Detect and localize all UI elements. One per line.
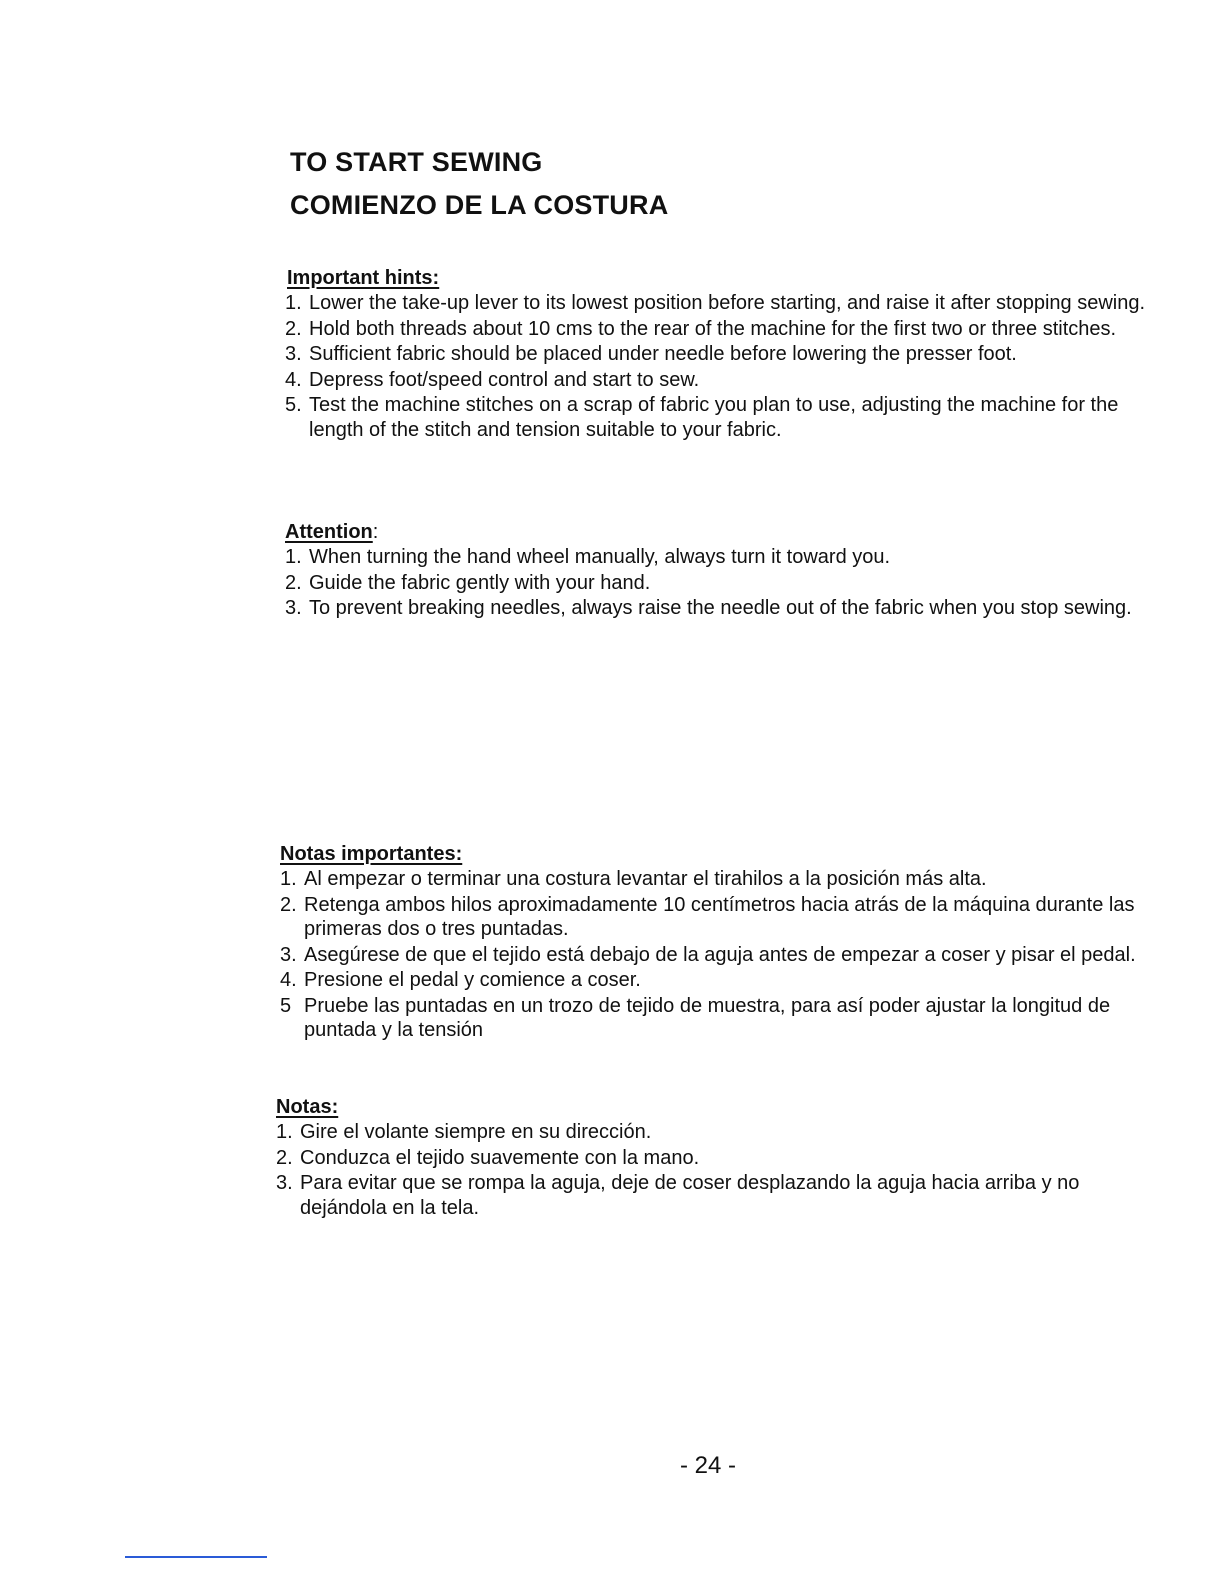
list-item	[285, 291, 1167, 316]
list-item	[285, 317, 1167, 342]
notas-importantes-list	[280, 867, 1160, 1043]
attention-section	[285, 520, 1165, 622]
list-item	[276, 1171, 1156, 1220]
list-item-number: 3.	[276, 1172, 293, 1194]
list-item-number: 5.	[285, 394, 302, 416]
attention-heading-label: Attention	[285, 521, 373, 543]
list-item-text: Depress foot/speed control and start to sew.	[309, 368, 700, 391]
list-item-number: 5	[280, 994, 292, 1017]
important-hints-heading: Important hints:	[287, 267, 440, 289]
bottom-divider	[125, 1556, 267, 1558]
attention-heading-colon: :	[372, 521, 379, 543]
attention-heading	[285, 520, 1165, 544]
list-item-text: Lower the take-up lever to its lowest position before starting, and raise it after stopping sewing.	[309, 292, 1146, 314]
list-item-text: Asegúrese de que el tejido está debajo de la aguja antes de empezar a coser y pisar el pedal.	[304, 943, 1136, 966]
list-item-text: Para evitar que se rompa la aguja, deje de coser desplazando la aguja hacia arriba y no dejándola en la tela.	[300, 1172, 1080, 1219]
list-item	[280, 867, 1160, 892]
important-hints-list	[285, 291, 1167, 442]
list-item-text: To prevent breaking needles, always raise the needle out of the fabric when you stop sewing.	[309, 597, 1132, 619]
list-item-text: Retenga ambos hilos aproximadamente 10 centímetros hacia atrás de la máquina durante las primeras dos o tres puntadas.	[304, 893, 1135, 940]
list-item	[285, 368, 1167, 393]
list-item-number: 2.	[285, 571, 302, 594]
important-hints-section	[287, 266, 1167, 443]
list-item	[280, 994, 1160, 1043]
page-number: - 24 -	[679, 1452, 736, 1479]
list-item-number: 3.	[285, 597, 302, 619]
list-item	[285, 596, 1165, 621]
list-item-number: 2.	[276, 1146, 293, 1169]
page-title-spanish: COMIENZO DE LA COSTURA	[290, 190, 669, 220]
list-item	[285, 571, 1165, 596]
list-item-text: Pruebe las puntadas en un trozo de tejido de muestra, para así poder ajustar la longitud de puntada y la tensión	[304, 994, 1111, 1041]
list-item-number: 2.	[280, 893, 297, 916]
list-item-number: 4.	[280, 969, 297, 991]
list-item-number: 1.	[280, 868, 297, 890]
list-item-number: 3.	[285, 343, 302, 365]
list-item-text: Gire el volante siempre en su dirección.	[300, 1121, 652, 1143]
list-item	[285, 342, 1167, 367]
list-item	[280, 968, 1160, 993]
list-item	[280, 943, 1160, 968]
list-item-text: Hold both threads about 10 cms to the rear of the machine for the first two or three stitches.	[309, 317, 1117, 340]
notas-section	[276, 1095, 1156, 1221]
list-item	[285, 393, 1167, 442]
notas-importantes-heading: Notas importantes:	[280, 843, 463, 865]
list-item-text: Test the machine stitches on a scrap of fabric you plan to use, adjusting the machine for the length of the stitch and tension suitable to your fabric.	[309, 394, 1119, 441]
list-item-text: Sufficient fabric should be placed under needle before lowering the presser foot.	[309, 343, 1017, 365]
list-item-number: 1.	[285, 546, 302, 568]
list-item	[280, 893, 1160, 942]
list-item-text: Guide the fabric gently with your hand.	[309, 571, 651, 594]
page-title-english: TO START SEWING	[290, 147, 543, 177]
list-item-number: 1.	[276, 1121, 293, 1143]
notas-list	[276, 1120, 1156, 1220]
list-item-text: Presione el pedal y comience a coser.	[304, 969, 641, 991]
list-item-number: 1.	[285, 292, 302, 314]
list-item-text: Al empezar o terminar una costura levantar el tirahilos a la posición más alta.	[304, 868, 987, 890]
notas-importantes-section	[280, 842, 1160, 1044]
list-item-number: 3.	[280, 943, 297, 966]
list-item	[276, 1146, 1156, 1171]
list-item-number: 2.	[285, 317, 302, 340]
notas-heading: Notas:	[276, 1096, 339, 1118]
list-item	[276, 1120, 1156, 1145]
list-item-text: Conduzca el tejido suavemente con la mano.	[300, 1146, 700, 1169]
list-item-number: 4.	[285, 368, 302, 391]
list-item	[285, 545, 1165, 570]
attention-list	[285, 545, 1165, 621]
list-item-text: When turning the hand wheel manually, always turn it toward you.	[309, 546, 891, 568]
